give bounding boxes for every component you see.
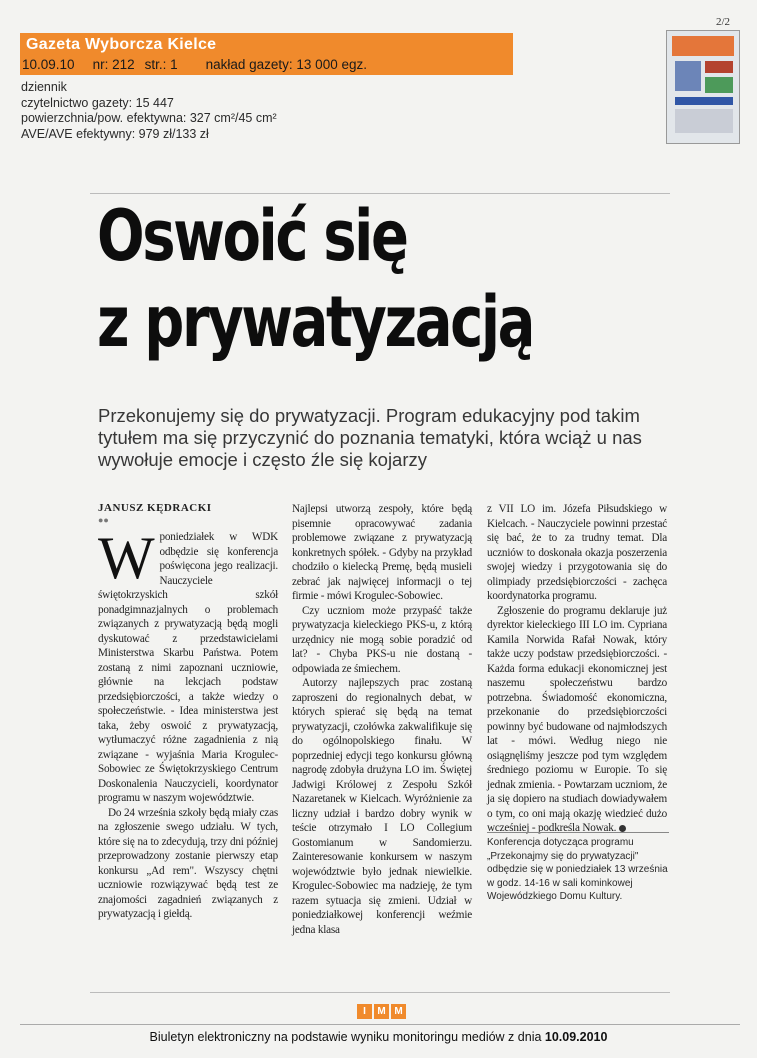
ave-value: AVE/AVE efektywny: 979 zł/133 zł xyxy=(21,126,209,141)
footer-date: 10.09.2010 xyxy=(544,1030,608,1044)
paragraph: z VII LO im. Józefa Piłsudskiego w Kielcach. - Nauczyciele powinni przestać się bać, że to za trudny temat. Dla uczniów to doskonała okazja poszerzenia swojej wiedzy i przygotowania się do olimpiady przedsiębiorczości - zachęca koordynatorka programu. xyxy=(487,503,667,602)
byline: JANUSZ KĘDRACKI xyxy=(98,502,212,514)
clipping-header xyxy=(20,33,513,75)
footer-text: Biuletyn elektroniczny na podstawie wyniku monitoringu mediów z dnia xyxy=(149,1030,545,1044)
end-mark-icon xyxy=(619,825,626,832)
logo-letter: I xyxy=(357,1004,372,1019)
paragraph: Do 24 września szkoły będą miały czas na zgłoszenie swego udziału. W tych, które się na to zdecydują, trzy dni później przeprowadzony zostanie pierwszy etap konkursu „Ad rem". Wszyscy chętni uczniowie rozwiązywać będą test ze znajomości zagadnień związanych z prywatyzacją i giełdą. xyxy=(98,806,278,920)
front-page-thumbnail[interactable] xyxy=(666,30,740,144)
footer xyxy=(0,1030,757,1044)
paragraph: Zgłoszenie do programu deklaruje już dyrektor kieleckiego III LO im. Cypriana Kamila Norwida Rafał Nowak, który także uczy podstaw przedsiębiorczości. - Każda forma edukacji ekonomicznej jest naszemu społeczeństwu bardzo potrzebna. Świadomość ekonomiczna, przekonanie do przedsiębiorczości powinny być budowane od najmłodszych lat - mówi. Według niego nie osiągnęliśmy jeszcze pod tym względem średniego poziomu w Europie. To się jednak zmienia. - Powtarzam uczniom, że ja się dopiero na studiach dowiadywałem o tym, co oni mają okazję wiedzieć dużo wcześniej - podkreśla Nowak. xyxy=(487,604,667,834)
publication-type: dziennik xyxy=(21,80,67,94)
circulation: nakład gazety: 13 000 egz. xyxy=(205,57,367,72)
byline-dots: ●● xyxy=(98,515,109,525)
footer-divider xyxy=(20,1024,740,1025)
headline xyxy=(97,193,533,365)
paragraph: Czy uczniom może przypaść także prywatyzacja kieleckiego PKS-u, z którą urzędnicy nie mogą sobie poradzić od lat? - Chyba PKS-u nie dostaną - odpowiada ze śmiechem. xyxy=(292,604,472,675)
info-box: Konferencja dotycząca programu „Przekonajmy się do prywatyzacji" odbędzie się w poniedziałek 13 września w godz. 14-16 w sali kominkowej Wojewódzkiego Domu Kultury. xyxy=(487,832,669,904)
issue-number: nr: 212 xyxy=(92,57,135,72)
clipping-details xyxy=(22,57,377,72)
imm-logo xyxy=(357,1004,406,1019)
issue-date: 10.09.10 xyxy=(22,57,75,72)
logo-letter: M xyxy=(374,1004,389,1019)
article-lead: Przekonujemy się do prywatyzacji. Program edukacyjny pod takim tytułem ma się przyczynić do poznania tematyki, która wciąż u nas wywołuje emocje i często źle się kojarzy xyxy=(98,405,642,470)
article-column-3 xyxy=(487,502,667,836)
page-number: 2/2 xyxy=(716,16,731,28)
bottom-divider xyxy=(90,992,670,993)
page-ref: str.: 1 xyxy=(144,57,178,72)
logo-letter: M xyxy=(391,1004,406,1019)
paragraph: poniedziałek w WDK odbędzie się konferencja poświęcona jego realizacji. Nauczyciele świętokrzyskich szkół ponadgimnazjalnych o problemach związanych z prywatyzacją będą mogli dyskutować z przedstawicielami Ministerstwa Skarbu Państwa. Potem zostaną z nimi zapoznani uczniowie, głównie na lekcjach podstaw przedsiębiorczości, a także wiedzy o społeczeństwie. - Idea ministerstwa jest taka, żeby oswoić z prywatyzacją, wytłumaczyć różne zagadnienia z nią związane - wyjaśnia Maria Krogulec-Sobowiec ze Świętokrzyskiego Centrum Doskonalenia Nauczycieli, koordynator programu w naszym województwie. xyxy=(98,531,278,804)
paragraph: Autorzy najlepszych prac zostaną zaproszeni do regionalnych debat, w których spierać się będą na temat prywatyzacji, czołówka zakwalifikuje się do ogólnopolskiego finału. W poprzedniej edycji tego konkursu główną nagrodę zdobyła drużyna LO im. Świętej Jadwigi Królowej z Zespołu Szkół Nazaretanek w Kielcach. Wyróżnienie za liczny udział i bardzo dobry wynik w teście otrzymało I LO Collegium Gostomianum w Sandomierzu. Zainteresowanie konkursem w naszym województwie było jednak niewielkie. Krogulec-Sobowiec ma nadzieję, że tym razem sytuacja się zmieni. Udział w poniedziałkowej konferencji weźmie jedna klasa xyxy=(292,677,472,936)
headline-line-1: Oswoić się xyxy=(97,195,407,277)
article-column-1 xyxy=(98,525,278,922)
clipping-meta xyxy=(21,80,277,142)
readership: czytelnictwo gazety: 15 447 xyxy=(21,95,174,110)
article-column-2 xyxy=(292,502,472,937)
drop-cap: W xyxy=(98,525,155,591)
area: powierzchnia/pow. efektywna: 327 cm²/45 cm² xyxy=(21,111,277,125)
headline-line-2: z prywatyzacją xyxy=(97,281,534,363)
publication-title: Gazeta Wyborcza Kielce xyxy=(26,36,217,53)
paragraph: Najlepsi utworzą zespoły, które będą pisemnie opracowywać zadania problemowe związane z prywatyzacją konkretnych spółek. - Gdyby na przykład chodziło o kielecką Premę, będą musieli zebrać jak najwięcej informacji o tej firmie - mówi Krogulec-Sobowiec. xyxy=(292,503,472,602)
